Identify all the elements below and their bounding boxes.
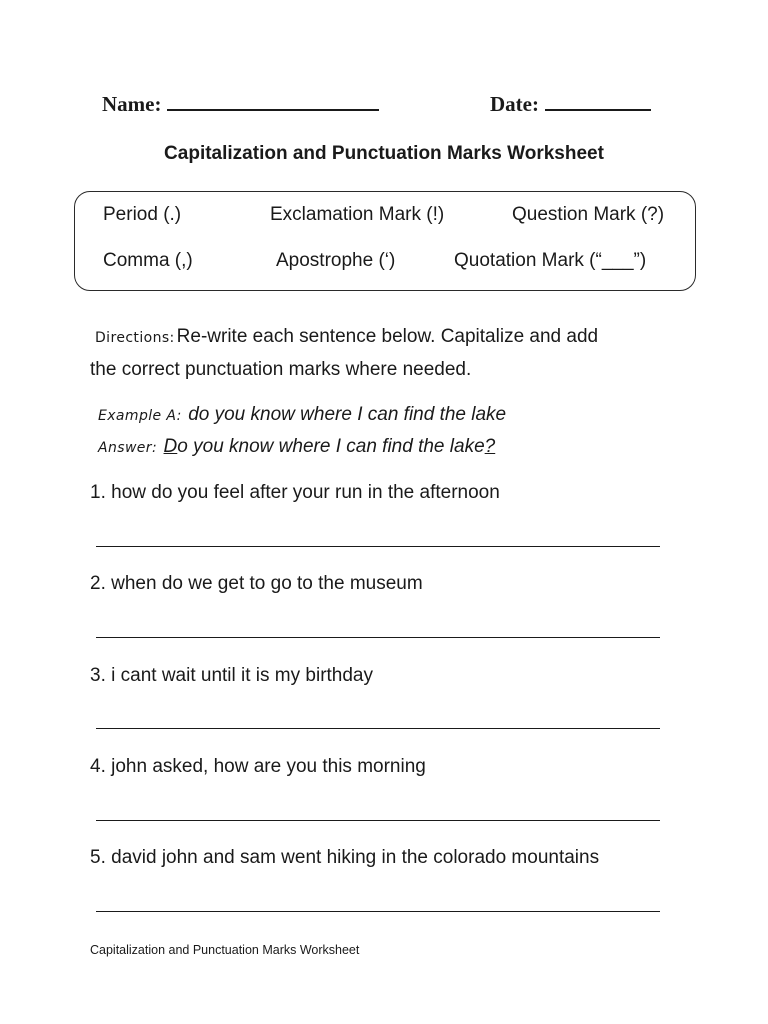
example-sentence: do you know where I can find the lake bbox=[188, 404, 507, 425]
answer-label: Answer: bbox=[98, 440, 158, 456]
answer-line-1[interactable] bbox=[96, 546, 660, 547]
answer-line-4[interactable] bbox=[96, 820, 660, 821]
answer-punctuation: ? bbox=[484, 436, 496, 457]
mark-exclamation: Exclamation Mark (!) bbox=[270, 204, 445, 225]
mark-question: Question Mark (?) bbox=[512, 204, 665, 225]
name-label: Name: bbox=[102, 92, 162, 116]
date-blank-line bbox=[545, 91, 651, 111]
directions-text-line2: the correct punctuation marks where needed. bbox=[90, 359, 472, 380]
question-5: 5. david john and sam went hiking in the colorado mountains bbox=[90, 847, 600, 868]
mark-comma: Comma (,) bbox=[103, 250, 193, 271]
example-label: Example A: bbox=[98, 408, 182, 424]
answer-line-2[interactable] bbox=[96, 637, 660, 638]
directions-text-line1: Re-write each sentence below. Capitalize and add bbox=[176, 326, 599, 347]
mark-apostrophe: Apostrophe (‘) bbox=[276, 250, 396, 271]
worksheet-title: Capitalization and Punctuation Marks Worksheet bbox=[164, 143, 604, 164]
answer-line-5[interactable] bbox=[96, 911, 660, 912]
question-4: 4. john asked, how are you this morning bbox=[90, 756, 426, 777]
directions-label: Directions: bbox=[95, 330, 175, 346]
mark-quotation: Quotation Mark (“___”) bbox=[454, 250, 647, 271]
answer-middle-text: o you know where I can find the lake bbox=[177, 436, 485, 457]
directions-row bbox=[95, 326, 598, 348]
question-3: 3. i cant wait until it is my birthday bbox=[90, 665, 373, 686]
example-row bbox=[98, 404, 506, 426]
answer-capital-letter: D bbox=[163, 436, 178, 457]
answer-row bbox=[98, 436, 495, 458]
answer-line-3[interactable] bbox=[96, 728, 660, 729]
page-footer: Capitalization and Punctuation Marks Worksheet bbox=[90, 943, 360, 957]
mark-period: Period (.) bbox=[103, 204, 182, 225]
name-field bbox=[102, 91, 379, 117]
answer-sentence bbox=[164, 436, 496, 457]
date-label: Date: bbox=[490, 92, 539, 116]
date-field bbox=[490, 91, 651, 117]
question-2: 2. when do we get to go to the museum bbox=[90, 573, 423, 594]
question-1: 1. how do you feel after your run in the afternoon bbox=[90, 482, 500, 503]
name-blank-line bbox=[167, 91, 379, 111]
punctuation-marks-box bbox=[74, 191, 696, 291]
